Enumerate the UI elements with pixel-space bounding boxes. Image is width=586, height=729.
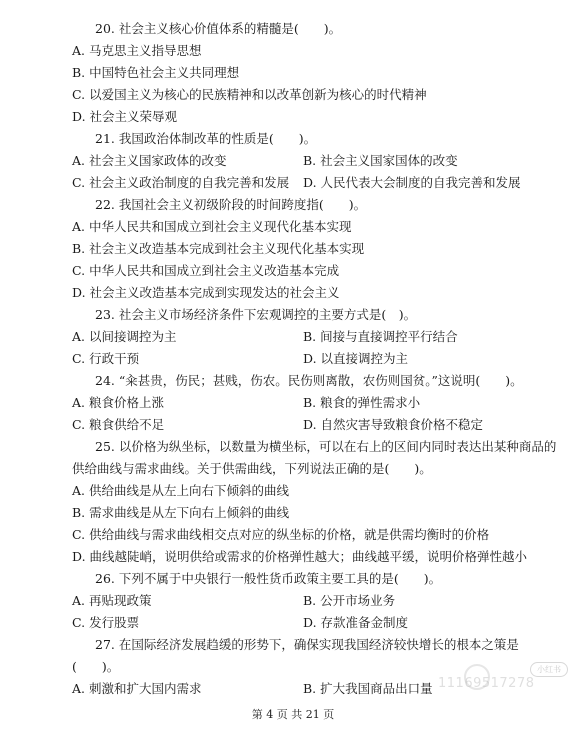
answer-option: D. 人民代表大会制度的自我完善和发展 bbox=[303, 175, 521, 190]
question-stem: 23. 社会主义市场经济条件下宏观调控的主要方式是( )。 bbox=[95, 307, 417, 322]
answer-option: C. 中华人民共和国成立到社会主义改造基本完成 bbox=[72, 263, 340, 278]
answer-option: C. 以爱国主义为核心的民族精神和以改革创新为核心的时代精神 bbox=[72, 87, 427, 102]
answer-option: B. 社会主义改造基本完成到社会主义现代化基本实现 bbox=[72, 241, 365, 256]
watermark-text: 11169517278 bbox=[438, 676, 535, 691]
answer-option: A. 中华人民共和国成立到社会主义现代化基本实现 bbox=[72, 219, 352, 234]
answer-option: D. 存款准备金制度 bbox=[303, 615, 409, 630]
question-stem: 25. 以价格为纵坐标，以数量为横坐标，可以在右上的区间内同时表达出某种商品的 bbox=[95, 439, 557, 454]
question-stem: 24. “籴甚贵，伤民；甚贱，伤农。民伤则离散，农伤则国贫。”这说明( )。 bbox=[95, 373, 523, 388]
answer-option: A. 社会主义国家政体的改变 bbox=[72, 153, 227, 168]
answer-option: B. 间接与直接调控平行结合 bbox=[303, 329, 458, 344]
question-stem: 27. 在国际经济发展趋缓的形势下，确保实现我国经济较快增长的根本之策是 bbox=[95, 637, 519, 652]
question-stem: 20. 社会主义核心价值体系的精髓是( )。 bbox=[95, 21, 342, 36]
question-stem: 26. 下列不属于中央银行一般性货币政策主要工具的是( )。 bbox=[95, 571, 442, 586]
question-stem-continued: 供给曲线与需求曲线。关于供需曲线，下列说法正确的是( )。 bbox=[72, 461, 432, 476]
question-stem-continued: ( )。 bbox=[72, 659, 120, 674]
answer-option: C. 社会主义政治制度的自我完善和发展 bbox=[72, 175, 290, 190]
answer-option: A. 马克思主义指导思想 bbox=[72, 43, 202, 58]
question-stem: 21. 我国政治体制改革的性质是( )。 bbox=[95, 131, 317, 146]
answer-option: D. 以直接调控为主 bbox=[303, 351, 409, 366]
answer-option: A. 粮食价格上涨 bbox=[72, 395, 164, 410]
answer-option: A. 再贴现政策 bbox=[72, 593, 152, 608]
answer-option: D. 曲线越陡峭，说明供给或需求的价格弹性越大；曲线越平缓，说明价格弹性越小 bbox=[72, 549, 528, 564]
answer-option: B. 扩大我国商品出口量 bbox=[303, 681, 433, 696]
answer-option: B. 需求曲线是从左下向右上倾斜的曲线 bbox=[72, 505, 290, 520]
answer-option: D. 社会主义改造基本完成到实现发达的社会主义 bbox=[72, 285, 340, 300]
answer-option: C. 供给曲线与需求曲线相交点对应的纵坐标的价格，就是供需均衡时的价格 bbox=[72, 527, 490, 542]
answer-option: A. 以间接调控为主 bbox=[72, 329, 177, 344]
answer-option: B. 社会主义国家国体的改变 bbox=[303, 153, 458, 168]
answer-option: C. 粮食供给不足 bbox=[72, 417, 165, 432]
answer-option: C. 行政干预 bbox=[72, 351, 140, 366]
watermark-badge: 小红书 bbox=[530, 662, 568, 677]
answer-option: A. 刺激和扩大国内需求 bbox=[72, 681, 202, 696]
answer-option: D. 自然灾害导致粮食价格不稳定 bbox=[303, 417, 484, 432]
answer-option: D. 社会主义荣辱观 bbox=[72, 109, 178, 124]
answer-option: B. 粮食的弹性需求小 bbox=[303, 395, 421, 410]
answer-option: C. 发行股票 bbox=[72, 615, 140, 630]
question-stem: 22. 我国社会主义初级阶段的时间跨度指( )。 bbox=[95, 197, 367, 212]
watermark bbox=[392, 662, 578, 702]
answer-option: A. 供给曲线是从左上向右下倾斜的曲线 bbox=[72, 483, 289, 498]
page-footer: 第 4 页 共 21 页 bbox=[251, 708, 335, 721]
answer-option: B. 中国特色社会主义共同理想 bbox=[72, 65, 240, 80]
answer-option: B. 公开市场业务 bbox=[303, 593, 396, 608]
